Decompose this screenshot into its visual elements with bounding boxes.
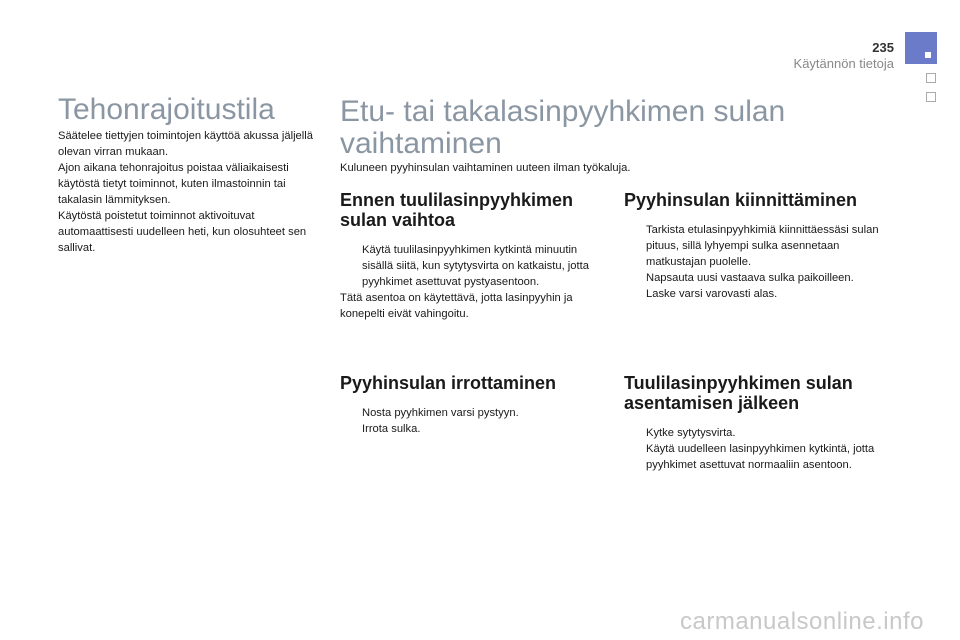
list-item <box>624 425 884 441</box>
main-section-title <box>340 96 880 160</box>
section-heading: Pyyhinsulan kiinnittäminen <box>624 190 858 210</box>
step-text: Napsauta uusi vastaava sulka paikoilleen. <box>646 272 854 284</box>
step-text: Irrota sulka. <box>362 423 421 435</box>
list-item <box>340 242 605 290</box>
list-item <box>340 405 605 421</box>
heading-line: sulan vaihtoa <box>340 210 456 230</box>
page-number: 235 <box>872 40 894 55</box>
paragraph: Säätelee tiettyjen toimintojen käyttöä akussa jäljellä olevan virran mukaan. <box>58 130 313 158</box>
note-text: Tätä asentoa on käytettävä, jotta lasinpyyhin ja konepelti eivät vahingoitu. <box>340 292 573 320</box>
list-item <box>624 286 884 302</box>
chapter-tab-box-icon <box>926 73 936 83</box>
paragraph: Käytöstä poistetut toiminnot aktivoituvat automaattisesti uudelleen heti, kun olosuhteet sen sallivat. <box>58 210 307 254</box>
fitting-section <box>624 190 884 302</box>
step-list <box>340 242 605 290</box>
list-item <box>624 222 884 270</box>
tab-dot-icon <box>925 52 931 58</box>
section-title: Käytännön tietoja <box>793 56 894 71</box>
removal-section <box>340 373 605 437</box>
heading-line: Ennen tuulilasinpyyhkimen <box>340 190 574 210</box>
step-list <box>624 425 884 473</box>
step-text: Tarkista etulasinpyyhkimiä kiinnittäessäsi sulan pituus, sillä lyhyempi sulka asennetaan matkustajan puolelle. <box>646 224 879 268</box>
left-section-body <box>58 128 320 256</box>
section-heading <box>624 373 884 413</box>
main-section-intro: Kuluneen pyyhinsulan vaihtaminen uuteen ilman työkaluja. <box>340 162 631 174</box>
list-item <box>624 270 884 286</box>
step-text: Nosta pyyhkimen varsi pystyyn. <box>362 407 519 419</box>
step-list <box>340 405 605 437</box>
left-section <box>58 94 320 256</box>
list-item <box>340 421 605 437</box>
list-item <box>624 441 884 473</box>
after-fitting-section <box>624 373 884 473</box>
main-section-header <box>340 96 880 176</box>
section-heading <box>340 190 605 230</box>
before-replacement-section <box>340 190 605 322</box>
watermark: carmanualsonline.info <box>680 608 924 635</box>
heading-line: asentamisen jälkeen <box>624 393 800 413</box>
left-section-title: Tehonrajoitustila <box>58 93 275 126</box>
step-text: Laske varsi varovasti alas. <box>646 288 778 300</box>
chapter-tab-marker <box>905 32 937 64</box>
step-text: Käytä uudelleen lasinpyyhkimen kytkintä, jotta pyyhkimet asettuvat normaaliin asentoon. <box>646 443 875 471</box>
title-line: Etu- tai takalasinpyyhkimen sulan <box>340 95 786 128</box>
chapter-tab-box-icon <box>926 92 936 102</box>
heading-line: Tuulilasinpyyhkimen sulan <box>624 373 853 393</box>
section-heading: Pyyhinsulan irrottaminen <box>340 373 557 393</box>
step-text: Kytke sytytysvirta. <box>646 427 736 439</box>
step-text: Käytä tuulilasinpyyhkimen kytkintä minuutin sisällä siitä, kun sytytysvirta on katkaistu, jotta pyyhkimet asettuvat pystyasentoon. <box>362 244 589 288</box>
title-line: vaihtaminen <box>340 127 502 160</box>
step-list <box>624 222 884 302</box>
paragraph: Ajon aikana tehonrajoitus poistaa väliaikaisesti käytöstä tietyt toiminnot, kuten ilmastoinnin tai takalasin lämmityksen. <box>58 162 289 206</box>
